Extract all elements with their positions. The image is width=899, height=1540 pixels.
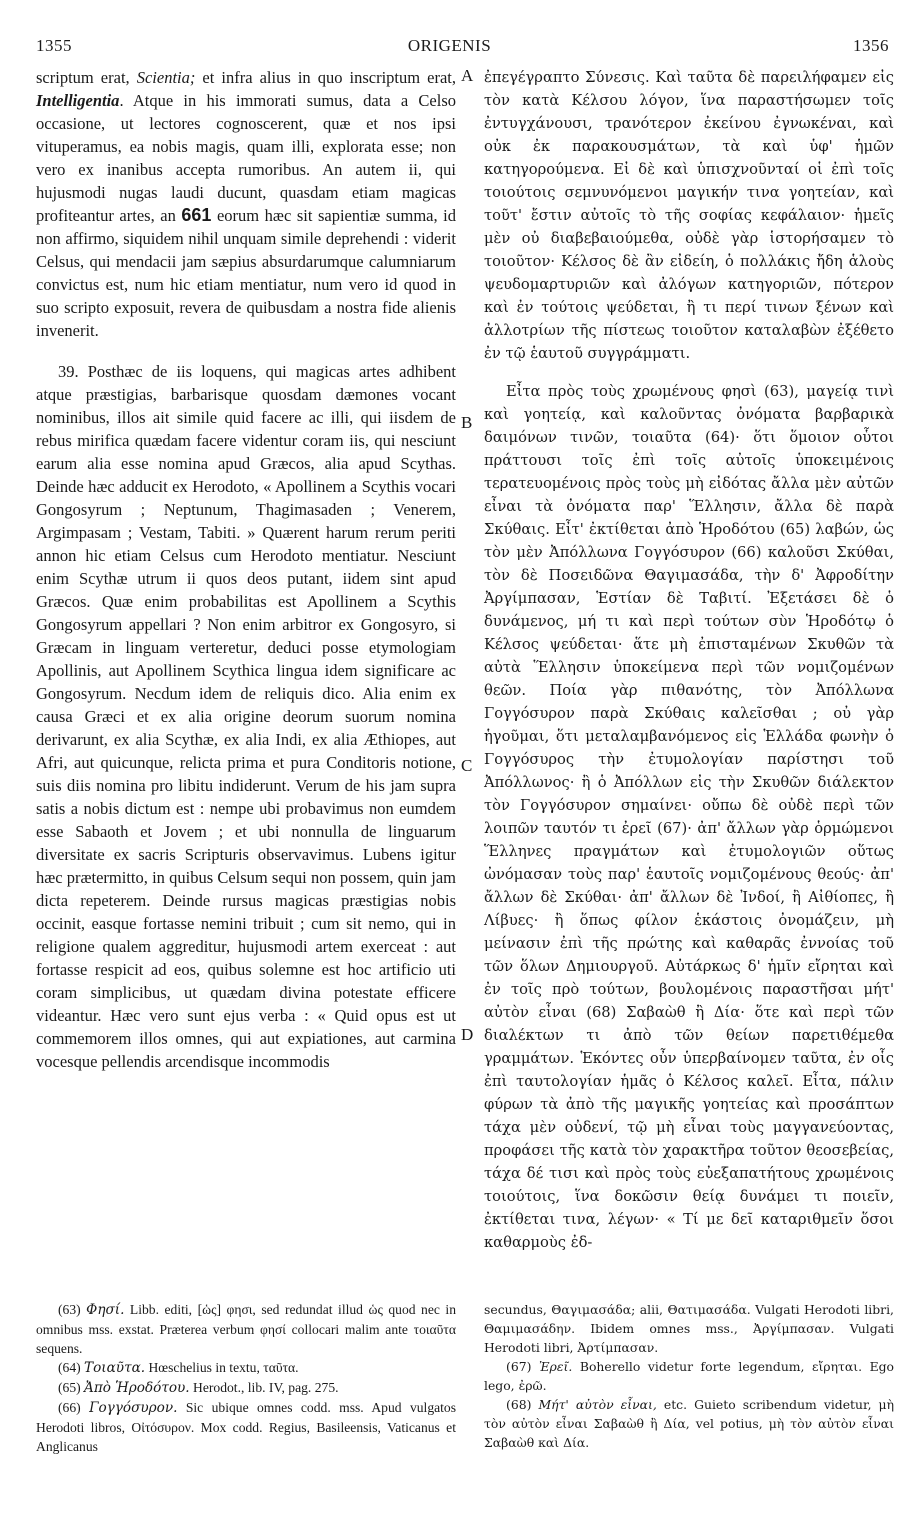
section-marker-c: C (461, 756, 473, 775)
latin-column (36, 66, 456, 1073)
greek-paragraph-1: ἐπεγέγραπτο Σύνεσις. Καὶ ταῦτα δὲ παρειλήφαμεν εἰς τὸν κατὰ Κέλσου λόγον, ἵνα παραστήσωμεν τοῖς ἐντυγχάνουσι, τρανότερον ἐκείνου ἐγνωκέναι, καὶ οὐκ ἐκ παρακουσμάτων, τὰ καὶ ὑφ' ἡμῶν κατηγορούμενα. Εἰ δὲ καὶ ὑπισχνοῦνταί οἱ ἐπὶ τοῖς τοιούτοις σεμνυνόμενοι μαγικήν τινα γοητείαν, καὶ τοῦτ' ἔστιν αὐτοῖς τὸ τῆς σοφίας κεφάλαιον· ἡμεῖς μὲν οὐ διαβεβαιούμεθα, οὐδὲ γὰρ ἱστορήσαμεν τὸ τοιοῦτον· Κέλσος δὲ ἂν εἰδείη, ὁ πολλάκις ἤδη ἁλοὺς ψευδομαρτυριῶν καὶ ἀλόγων κατηγοριῶν, πότερον καὶ ἐν τούτοις ψεύδεται, ἢ τι περί τινων ξένων καὶ ἀλλοτρίων τῆς πίστεως τοιοῦτον καταλαβὼν ἐξέθετο ἐν τῷ ἑαυτοῦ συγγράμματι. (484, 69, 894, 362)
section-marker-b: B (461, 413, 473, 432)
column-number: 661 (181, 205, 212, 225)
footnote-64 (36, 1358, 456, 1378)
footnote-66-continued: secundus, Θαγιμασάδα; alii, Θατιμασάδα. Vulgati Herodoti libri, Θαμιμασάδην. Ibidem omnes mss., Ἀργίμπασαν. Vulgati Herodoti libri, Ἀρτίμπασαν. (484, 1302, 894, 1355)
footnote-label: (67) (506, 1359, 539, 1374)
latin-italic-term: Intelligentia (36, 91, 120, 110)
footnote-65 (36, 1378, 456, 1398)
footnote-text: Libb. editi, [ὡς] φησι, sed redundat illud ὡς quod nec in omnibus mss. exstat. Præterea verbum φησί collocari malim ante τοιαῦτα sequens. (36, 1302, 457, 1356)
footnote-text: Boherello videtur forte legendum, εἴρηται. Ego lego, ἐρῶ. (484, 1359, 895, 1393)
footnotes-right (484, 1300, 894, 1452)
footnote-lemma: Ἐρεῖ. (538, 1359, 573, 1374)
footnote-lemma: Φησί. (86, 1302, 125, 1318)
greek-column (484, 66, 894, 1254)
latin-text: eorum hæc sit sapientiæ summa, id non affirmo, siquidem nihil unquam simile deprehendi : viderit Celsus, qui mendacii jam sæpius absurdarumque calumniarum convictus est, num hic etiam mentiatur, num vero id quod in suo scripto exposuit, revera de quibusdam a nostra fide alienis invenerit. (36, 206, 456, 340)
footnote-label: (68) (506, 1397, 539, 1412)
left-page-number: 1355 (36, 36, 72, 55)
footnote-66 (36, 1398, 456, 1456)
footnote-lemma: Μήτ' αὐτὸν εἶναι, (538, 1397, 657, 1412)
footnote-label: (66) (58, 1400, 90, 1415)
footnote-text: Sic ubique omnes codd. mss. Apud vulgatos Herodoti libros, Οἰτόσυρον. Mox codd. Regius, Basileensis, Vaticanus et Anglicanus (36, 1400, 457, 1454)
footnote-lemma: Τοιαῦτα. (84, 1360, 146, 1376)
latin-text: . Atque in his immorati sumus, data a Celso occasione, ut lectores cognoscerent, quæ et nos ipsi vituperamus, ea nobis magis, quam illi, explorata esse; non vero ex inanibus accepta rumoribus. An autem ii, qui hujusmodi nugas laudi ducunt, quasdam etiam magicas profiteantur artes, an (36, 91, 456, 225)
footnote-63 (36, 1300, 456, 1358)
section-marker-a: A (461, 66, 474, 85)
latin-text: scriptum erat, (36, 68, 137, 87)
footnote-label: (64) (58, 1360, 85, 1375)
footnote-text: etc. Guieto scribendum videtur, μὴ τὸν αὐτὸν εἶναι Σαβαὼθ ἢ Δία, vel potius, μὴ τὸν αὐτὸν εἶναι Σαβαὼθ καὶ Δία. (484, 1397, 895, 1450)
latin-paragraph-1 (36, 66, 456, 342)
footnote-lemma: Γογγόσυρον. (89, 1400, 178, 1416)
running-title: ORIGENIS (407, 36, 492, 55)
section-marker-d: D (461, 1025, 474, 1044)
latin-paragraph-2: 39. Posthæc de iis loquens, qui magicas artes adhibent atque præstigias, barbarisque quosdam dæmones vocant nominibus, illos ait simile quid facere ac illi, qui iisdem de rebus mirifica quædam facere videntur coram iis, qui nesciunt earum alia esse nomina apud Græcos, alia apud Scythas. Deinde hæc adducit ex Herodoto, « Apollinem a Scythis vocari Gongosyrum ; Neptunum, Thagimasaden ; Venerem, Argimpasam ; Vestam, Tabiti. » Quærent harum rerum periti annon hic etiam Celsus cum Herodoto mentiatur. Nesciunt enim Scythæ utrum ii quos deos putant, iidem sint apud Græcos. Quæ enim probabilitas est Apollinem a Scythis Gongosyrum appellari ? Non enim arbitror ex Gongosyro, si Græcam in linguam verteretur, deduci posse etymologiam Apollinis, aut Apollinem Scythica lingua idem significare ac Gongosyrum. Necdum idem de reliquis dico. Alia enim ex causa Græci et ex alia origine deorum suorum nomina derivarunt, ex alia Scythæ, ex alia Indi, ex alia Æthiopes, aut Afri, aut quicunque, relicta prima et pura Conditoris notione, suis diis nomina pro libitu indiderunt. Verum de his jam supra satis a nobis dictum est : nempe ubi probavimus non eumdem esse Sabaoth et Jovem ; et ubi nonnulla de linguarum diversitate ex sacris Scripturis observavimus. Lubens igitur hæc prætermitto, in quibus Celsum sequi non possem, quin jam dicta repeterem. Deinde rursus magicas præstigias nobis occinit, easque fortasse nemini tribuit ; cum sit nemo, qui in religione qualem aggreditur, hujusmodi artem exerceat : aut fortasse respicit ad eos, quibus solemne est hoc artificio uti coram simplicibus, ut quædam divina potestate efficere videantur. Hæc vero sunt ejus verba : « Quid opus est ut commemorem illos omnes, qui aut expiationes, aut carmina vocesque pellendis arcendisque incommodis (36, 362, 456, 1071)
footnote-68 (484, 1395, 894, 1452)
greek-paragraph-2: Εἶτα πρὸς τοὺς χρωμένους φησὶ (63), μαγείᾳ τινὶ καὶ γοητείᾳ, καὶ καλοῦντας ὀνόματα βαρβαρικὰ δαιμόνων τινῶν, τοιαῦτα (64)· ὅτι ὅμοιον οὗτοι πράττουσι τοῖς ἐπὶ τοῖς αὐτοῖς ὑποκειμένοις τερατευομένοις πρὸς τοὺς μὴ εἰδότας ἄλλα μὲν αὐτῶν εἶναι τὰ ὀνόματα παρ' Ἕλλησιν, ἄλλα δὲ παρὰ Σκύθαις. Εἶτ' ἐκτίθεται ἀπὸ Ἡροδότου (65) λαβών, ὡς τὸν μὲν Ἀπόλλωνα Γογγόσυρον (66) καλοῦσι Σκύθαι, τὸν δὲ Ποσειδῶνα Θαγιμασάδα, τὴν δ' Ἀφροδίτην Ἀργίμπασαν, Ἑστίαν δὲ Ταβιτί. Ἐξετάσει δὲ ὁ δυνάμενος, μή τι καὶ περὶ τούτων σὺν Ἡροδότῳ ὁ Κέλσος ψεύδεται· ἅτε μὴ ἐπισταμένων Σκυθῶν τὰ αὐτὰ Ἕλλησιν ὑποκείμενα περὶ τῶν νομιζομένων θεῶν. Ποία γὰρ πιθανότης, τὸν Ἀπόλλωνα Γογγόσυρον παρὰ Σκύθαις καλεῖσθαι ; οὐ γὰρ ἡγοῦμαι, ὅτι μεταλαμβανόμενος εἰς Ἑλλάδα φωνὴν ὁ Γογγόσυρος τὴν ἐτυμολογίαν παρίστησι τοῦ Ἀπόλλωνος· ἢ ὁ Ἀπόλλων εἰς τὴν Σκυθῶν διάλεκτον τὸν Γογγόσυρον σημαίνει· οὔπω δὲ οὐδὲ περὶ τῶν λοιπῶν ταυτόν τι ἐρεῖ (67)· ἀπ' ἄλλων γὰρ ὁρμώμενοι Ἕλληνες πραγμάτων καὶ ἐτυμολογιῶν οὕτως ὠνόμασαν τοὺς παρ' ἑαυτοῖς νομιζομένους θεούς· ἀπ' ἄλλων δὲ Σκύθαι· ἀπ' ἄλλων δὲ Ἰνδοί, ἢ Αἰθίοπες, ἢ Λίβυες· ἢ ὅπως φίλον ἑκάστοις ὀνομάζειν, μὴ μείνασιν ἐπὶ τῆς πρώτης καὶ καθαρᾶς ἐννοίας τοῦ τῶν ὅλων Δημιουργοῦ. Αὐτάρκως δ' ἡμῖν εἴρηται καὶ ἐν τοῖς πρὸ τούτων, βουλομένοις παραστῆσαι μήτ' αὐτὸν εἶναι (68) Σαβαὼθ ἢ Δία· ὅτε καὶ περὶ τῶν διαλέκτων τι ἀπὸ τῶν θείων παρετιθέμεθα γραμμάτων. Ἑκόντες οὖν ὑπερβαίνομεν ταῦτα, ἐν οἷς ἐπὶ ταυτολογίαν ἡμᾶς ὁ Κέλσος καλεῖ. Εἶτα, πάλιν φύρων τὰ ἀπὸ τῆς μαγικῆς γοητείας καὶ προσάπτων τάχα μὲν οὐδενί, τῷ μὴ εἶναι τοὺς μαγγανεύοντας, προφάσει τῆς κατὰ τὸν χαρακτῆρα τοῦτον θεοσεβείας, τάχα δέ τισι καὶ πρὸς τοὺς εὐεξαπατήτους χρωμένοις τοιούτοις, ἵνα δοκῶσιν θείᾳ δυνάμει τι ποιεῖν, ἐκτίθεται τινα, λέγων· « Τί με δεῖ καταριθμεῖν ὅσοι καθαρμοὺς ἐδ- (484, 383, 894, 1251)
footnote-text: Hœschelius in textu, ταῦτα. (145, 1360, 299, 1375)
footnotes-left (36, 1300, 456, 1456)
footnote-lemma: Ἀπὸ Ἡροδότου. (84, 1380, 190, 1396)
latin-italic-term: Scientia; (136, 68, 196, 87)
footnote-label: (63) (58, 1302, 87, 1317)
right-page-number: 1356 (853, 36, 889, 55)
footnote-label: (65) (58, 1380, 85, 1395)
footnote-text: Herodot., lib. IV, pag. 275. (189, 1380, 339, 1395)
page-header (0, 0, 899, 64)
latin-text: et infra alius in quo inscriptum erat, (195, 68, 457, 87)
footnote-67 (484, 1357, 894, 1395)
